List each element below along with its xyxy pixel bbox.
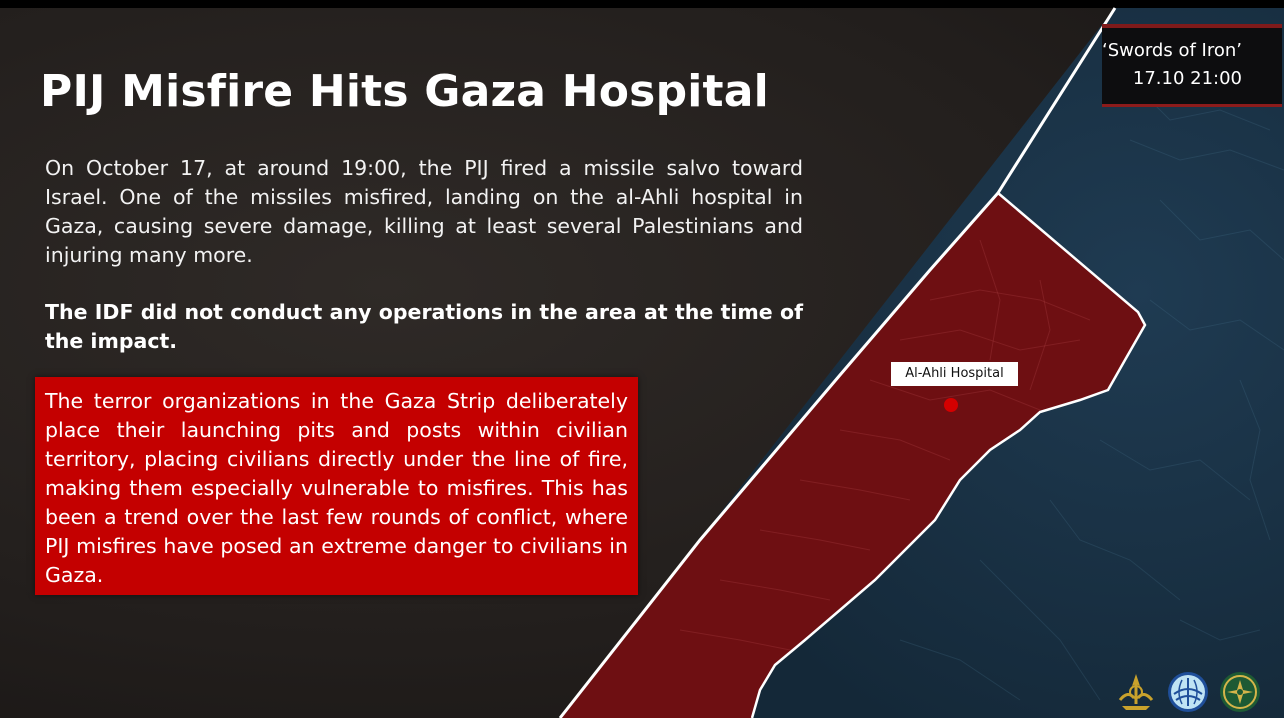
idf-statement-paragraph: The IDF did not conduct any operations in the area at the time of the impact. [45,300,803,353]
operation-name: ‘Swords of Iron’ [1101,40,1242,61]
hospital-label: Al-Ahli Hospital [891,362,1018,386]
highlight-paragraph: The terror organizations in the Gaza Strip deliberately place their launching pits and posts within civilian territory, placing civilians directly under the line of fire, making them especially vulnerable to misfires. This has been a trend over the last few rounds of conflict, where PIJ misfires have posed an extreme danger to civilians in Gaza. [45,389,628,587]
idf-emblem-logo [1114,670,1158,714]
intelligence-emblem-logo [1218,670,1262,714]
page-title: PIJ Misfire Hits Gaza Hospital [40,66,769,117]
hospital-marker-icon [944,398,958,412]
globe-emblem-logo [1166,670,1210,714]
operation-badge [1102,24,1282,107]
operation-datetime: 17.10 21:00 [1132,68,1242,89]
highlight-box [35,377,638,595]
summary-paragraph: On October 17, at around 19:00, the PIJ fired a missile salvo toward Israel. One of the missiles misfired, landing on the al-Ahli hospital in Gaza, causing severe damage, killing at least several Palestinians and injuring many more. [45,156,803,267]
